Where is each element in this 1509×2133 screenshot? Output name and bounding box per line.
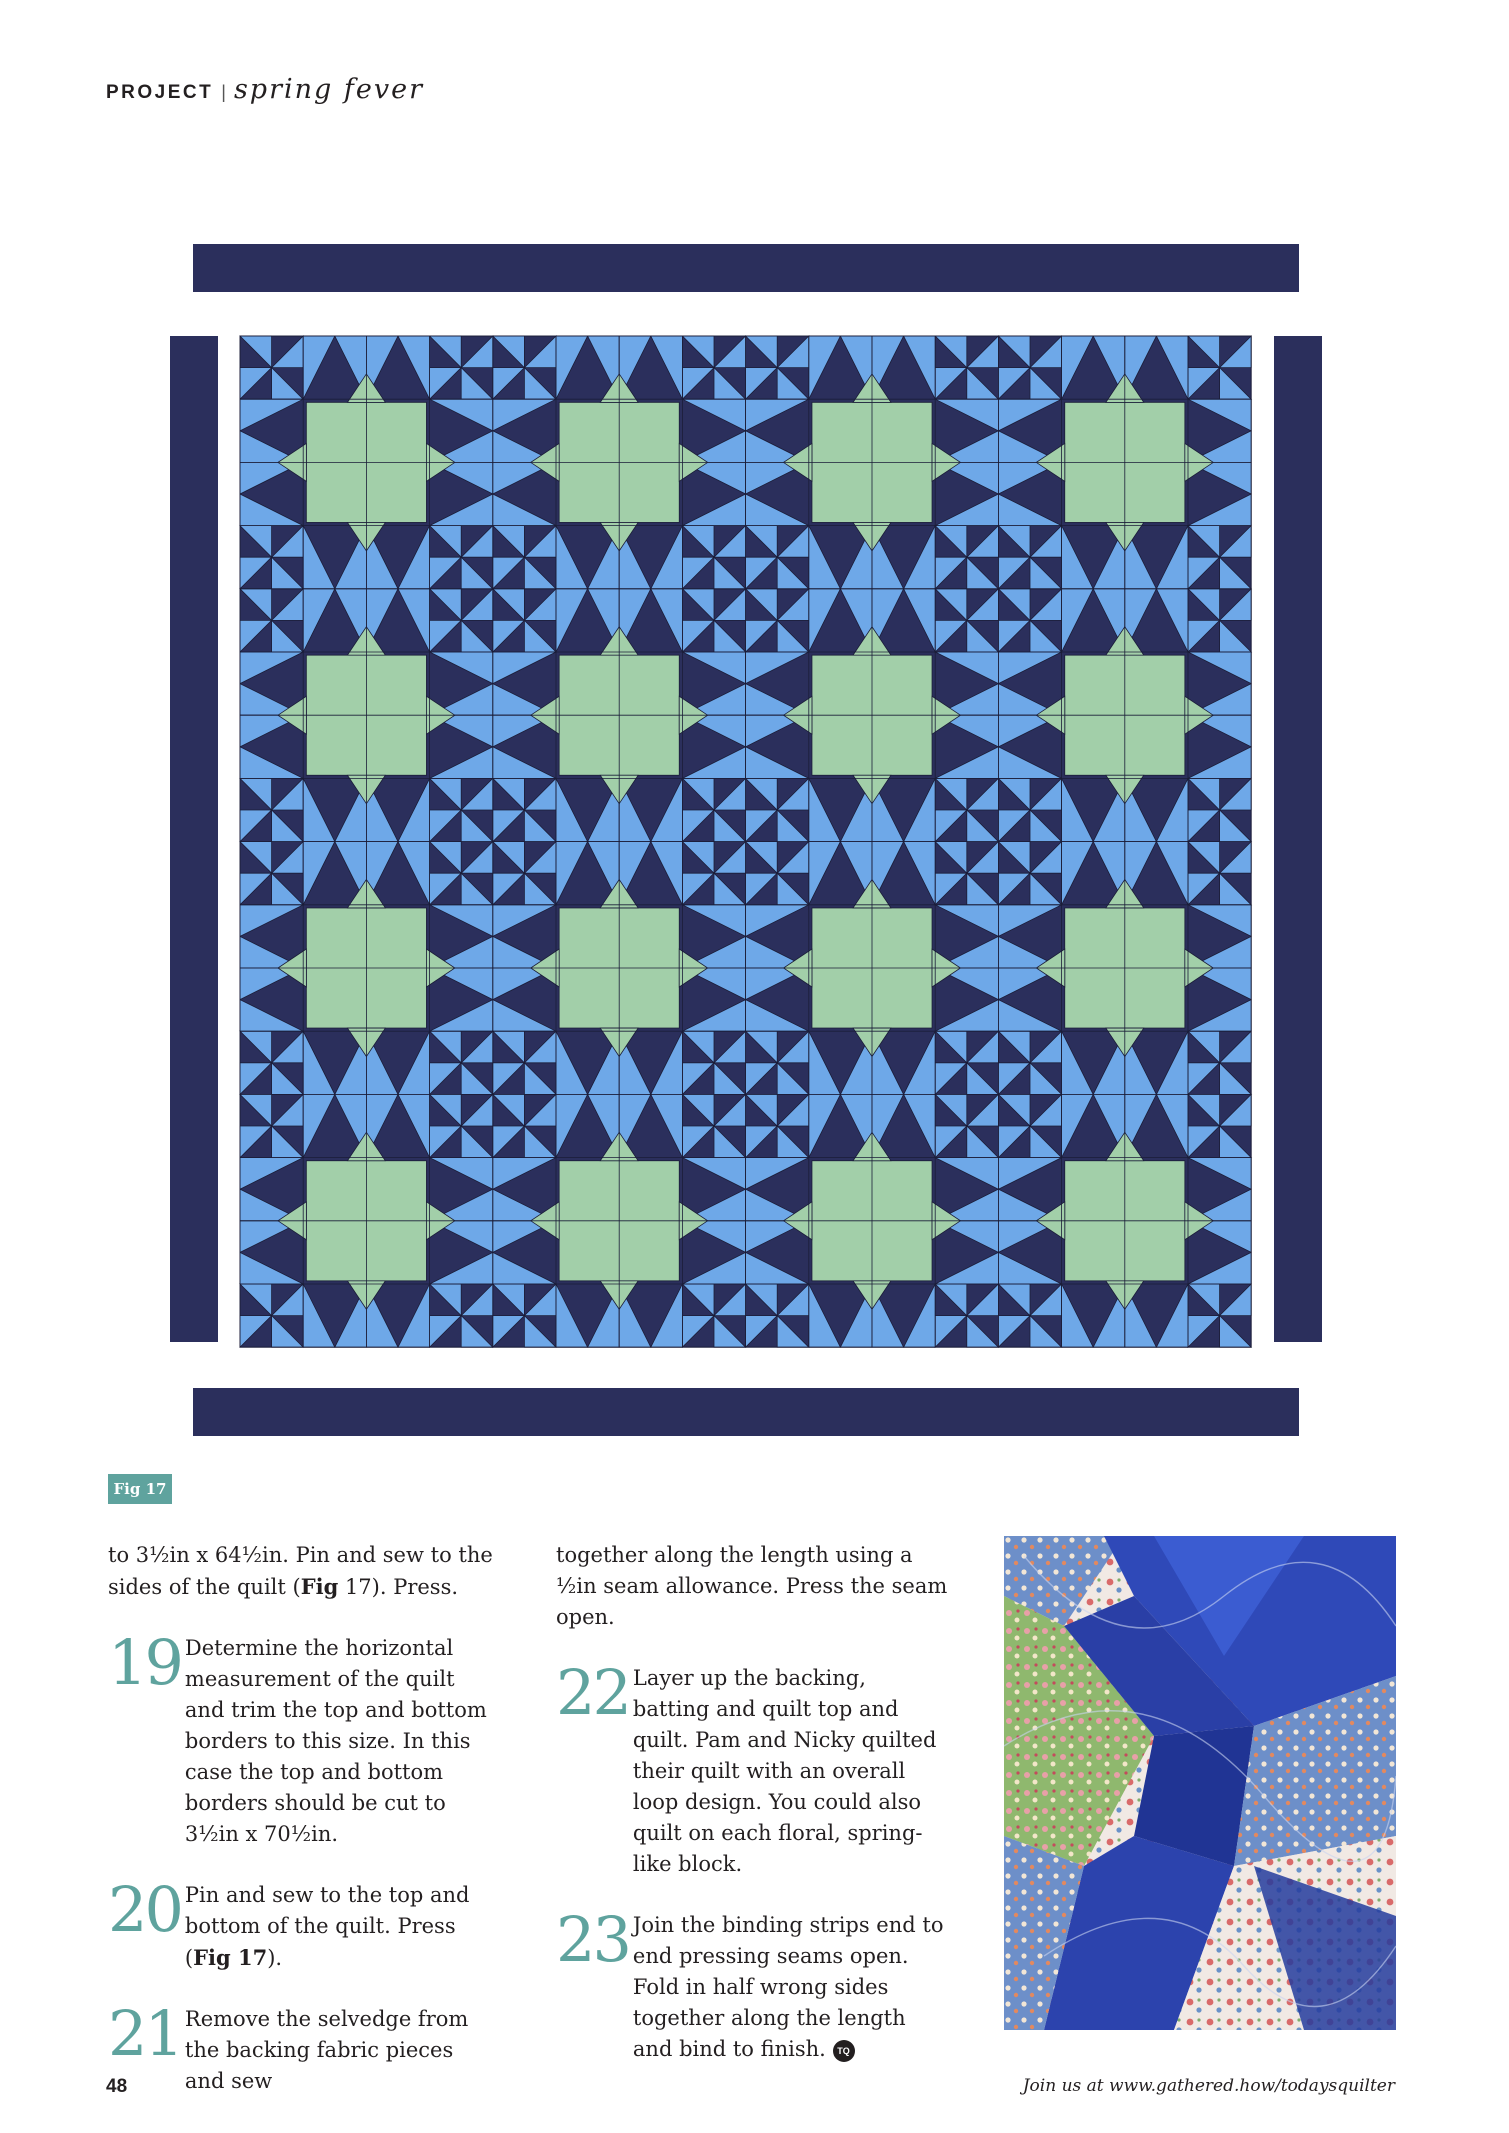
- footer-link[interactable]: Join us at www.gathered.how/todaysquilter: [1022, 2076, 1395, 2096]
- step-number: 19: [108, 1626, 181, 1699]
- quilt-photo-illustration: [1004, 1536, 1396, 2030]
- quilt-diagram-svg: [160, 240, 1330, 1460]
- header-title: spring fever: [233, 74, 424, 105]
- text-column-2: [556, 1540, 948, 2065]
- step-text: Determine the horizontal measurement of the quilt and trim the top and bottom borders to this size. In this case the top and bottom borders should be cut to 3½in x 70½in.: [184, 1636, 487, 1846]
- step-number: 20: [108, 1873, 181, 1946]
- step-text: Join the binding strips end to end pressing seams open. Fold in half wrong sides together along the length and bind to finish. TQ: [632, 1913, 944, 2061]
- quilt-diagram: [160, 240, 1330, 1460]
- step-22: [556, 1656, 948, 1880]
- figure-label: Fig 17: [108, 1474, 172, 1504]
- header-label: PROJECT: [106, 82, 214, 103]
- tq-logo-icon: TQ: [833, 2040, 855, 2062]
- top-border: [193, 244, 1299, 292]
- step-19: [108, 1626, 498, 1850]
- right-border: [1274, 336, 1322, 1342]
- left-border: [170, 336, 218, 1342]
- text-column-1: [108, 1540, 498, 2097]
- step-number: 22: [556, 1656, 629, 1729]
- page-header: [106, 74, 424, 114]
- step-number: 21: [108, 1997, 181, 2070]
- step-20: [108, 1873, 498, 1974]
- step-number: 23: [556, 1903, 629, 1976]
- step-23: [556, 1903, 948, 2065]
- paragraph-continued: to 3½in x 64½in. Pin and sew to the sides of the quilt (Fig 17). Press.: [108, 1543, 493, 1599]
- quilt-photo: [1004, 1536, 1396, 2030]
- step-text: Layer up the backing, batting and quilt top and quilt. Pam and Nicky quilted their quilt with an overall loop design. You could also quilt on each floral, spring-like block.: [632, 1666, 937, 1876]
- page-number: 48: [106, 2076, 128, 2097]
- step-text: Pin and sew to the top and bottom of the quilt. Press (Fig 17).: [184, 1883, 470, 1970]
- step-text: Remove the selvedge from the backing fabric pieces and sew: [184, 2007, 469, 2093]
- step-21: [108, 1997, 498, 2097]
- header-separator: |: [221, 82, 226, 102]
- bottom-border: [193, 1388, 1299, 1436]
- paragraph-continued: together along the length using a ½in seam allowance. Press the seam open.: [556, 1543, 948, 1629]
